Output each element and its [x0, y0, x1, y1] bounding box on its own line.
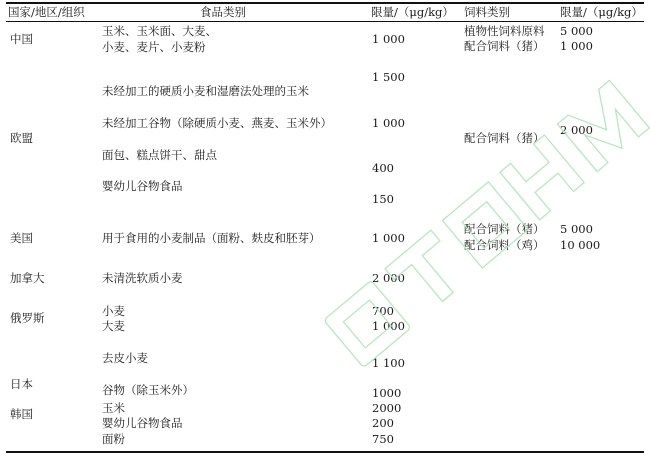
header-limit-feed: 限量/（μg/kg）: [560, 5, 643, 19]
food-korea-3: 婴幼儿谷物食品: [102, 416, 183, 430]
region-eu: 欧盟: [10, 131, 33, 145]
header-rule: [6, 21, 644, 22]
feed-china-2: 配合饲料（猪）: [464, 39, 545, 53]
limit-russia-1: 700: [372, 304, 394, 318]
feed-limit-usa-1: 5 000: [560, 222, 593, 236]
food-japan: 去皮小麦: [102, 351, 148, 365]
feed-limit-china-1: 5 000: [560, 24, 593, 38]
header-food-category: 食品类别: [200, 5, 246, 19]
feed-limit-china-2: 1 000: [560, 39, 593, 53]
limit-korea-4: 750: [372, 432, 394, 446]
feed-usa-2: 配合饲料（鸡）: [464, 238, 545, 252]
limit-japan: 1 100: [372, 356, 405, 370]
food-eu-d: 婴幼儿谷物食品: [102, 179, 183, 193]
limit-china: 1 000: [372, 32, 405, 46]
limit-canada: 2 000: [372, 271, 405, 285]
region-canada: 加拿大: [10, 271, 45, 285]
food-canada: 未清洗软质小麦: [102, 271, 183, 285]
header-limit-food: 限量/（μg/kg）: [371, 5, 454, 19]
limit-korea-2: 2000: [372, 401, 402, 415]
region-korea: 韩国: [10, 407, 33, 421]
limit-eu-c: 400: [372, 161, 394, 175]
food-eu-b: 未经加工谷物（除硬质小麦、燕麦、玉米外）: [102, 116, 332, 130]
region-usa: 美国: [10, 231, 33, 245]
region-china: 中国: [10, 32, 33, 46]
feed-limit-usa-2: 10 000: [560, 238, 601, 252]
region-japan: 日本: [10, 377, 33, 391]
feed-eu: 配合饲料（猪）: [464, 131, 545, 145]
food-eu-c: 面包、糕点饼干、甜点: [102, 148, 217, 162]
limit-eu-a: 1 500: [372, 70, 405, 84]
bottom-rule: [6, 451, 644, 453]
food-korea-2: 玉米: [102, 401, 125, 415]
feed-limit-eu: 2 000: [560, 123, 593, 137]
region-russia: 俄罗斯: [10, 311, 45, 325]
limit-korea-3: 200: [372, 416, 394, 430]
food-china-line2: 小麦、麦片、小麦粉: [102, 40, 206, 54]
feed-usa-1: 配合饲料（猪）: [464, 222, 545, 236]
top-rule: [6, 2, 644, 4]
header-region: 国家/地区/组织: [8, 5, 85, 19]
food-eu-a: 未经加工的硬质小麦和湿磨法处理的玉米: [102, 84, 309, 98]
header-feed-category: 饲料类别: [464, 5, 510, 19]
feed-china-1: 植物性饲料原料: [464, 24, 545, 38]
food-korea-4: 面粉: [102, 432, 125, 446]
food-korea-1: 谷物（除玉米外）: [102, 383, 194, 397]
food-russia-1: 小麦: [102, 304, 125, 318]
limit-korea-1: 1000: [372, 386, 402, 400]
limit-usa: 1 000: [372, 231, 405, 245]
food-russia-2: 大麦: [102, 319, 125, 333]
food-usa: 用于食用的小麦制品（面粉、麸皮和胚芽）: [102, 231, 321, 245]
limit-eu-d: 150: [372, 192, 394, 206]
food-china-line1: 玉米、玉米面、大麦、: [102, 24, 217, 38]
limit-russia-2: 1 000: [372, 319, 405, 333]
limit-eu-b: 1 000: [372, 116, 405, 130]
